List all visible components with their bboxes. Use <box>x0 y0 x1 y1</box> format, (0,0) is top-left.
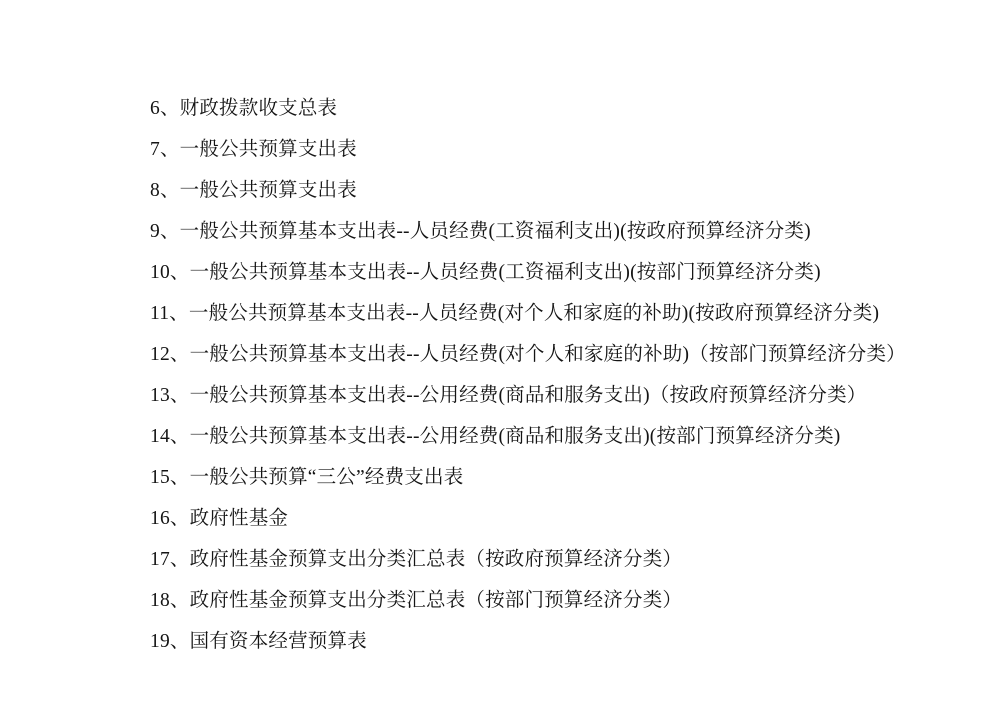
list-item: 16、政府性基金 <box>150 508 289 529</box>
list-item: 11、一般公共预算基本支出表--人员经费(对个人和家庭的补助)(按政府预算经济分类) <box>150 303 880 324</box>
list-item: 18、政府性基金预算支出分类汇总表（按部门预算经济分类） <box>150 590 683 611</box>
list-item: 19、国有资本经营预算表 <box>150 631 367 652</box>
list-item: 14、一般公共预算基本支出表--公用经费(商品和服务支出)(按部门预算经济分类) <box>150 426 841 447</box>
list-item: 13、一般公共预算基本支出表--公用经费(商品和服务支出)（按政府预算经济分类） <box>150 385 867 406</box>
list-item: 15、一般公共预算“三公”经费支出表 <box>150 467 464 488</box>
list-item: 7、一般公共预算支出表 <box>150 139 357 160</box>
list-item: 6、财政拨款收支总表 <box>150 98 338 119</box>
list-item: 9、一般公共预算基本支出表--人员经费(工资福利支出)(按政府预算经济分类) <box>150 221 811 242</box>
document-body <box>150 88 940 662</box>
list-item: 8、一般公共预算支出表 <box>150 180 357 201</box>
list-item: 12、一般公共预算基本支出表--人员经费(对个人和家庭的补助)（按部门预算经济分类） <box>150 344 906 365</box>
list-item: 17、政府性基金预算支出分类汇总表（按政府预算经济分类） <box>150 549 683 570</box>
list-item: 10、一般公共预算基本支出表--人员经费(工资福利支出)(按部门预算经济分类) <box>150 262 821 283</box>
